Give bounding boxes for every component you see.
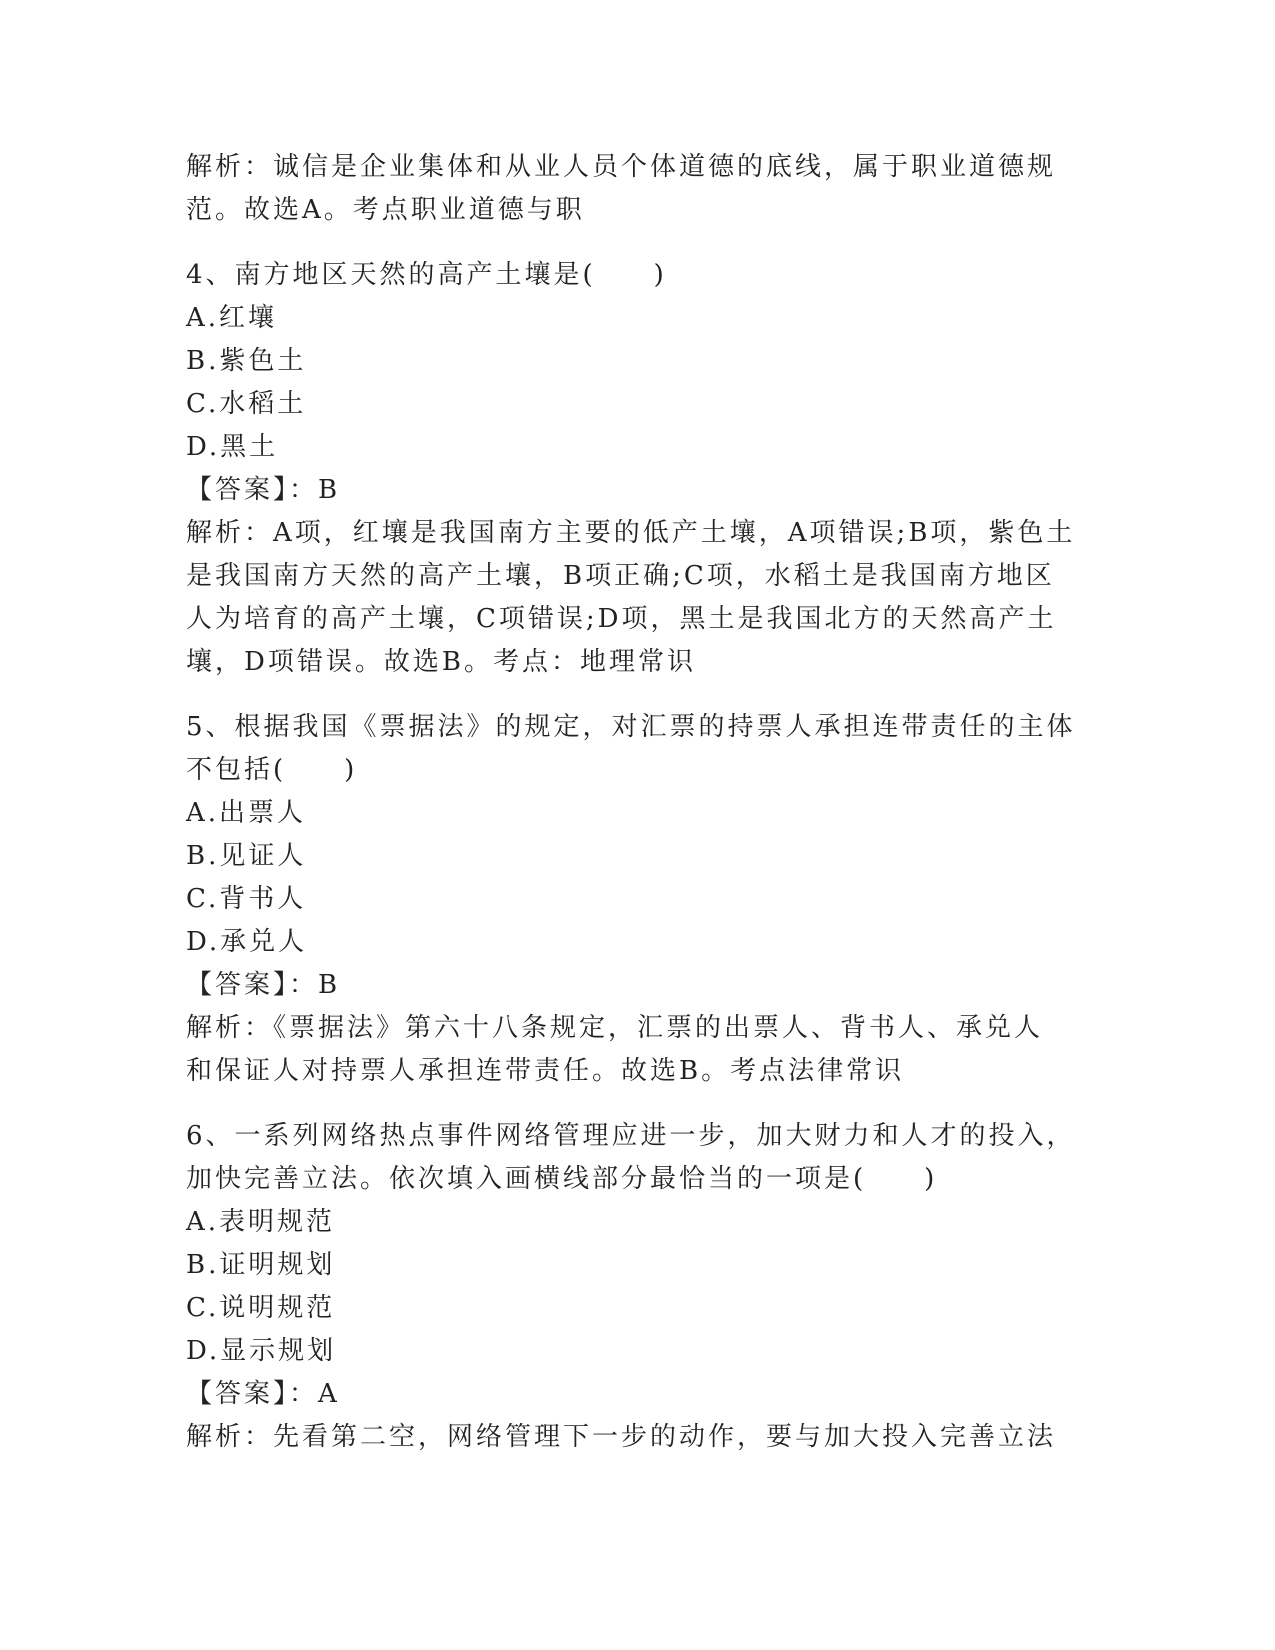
text-line: 解析：诚信是企业集体和从业人员个体道德的底线，属于职业道德规 xyxy=(186,152,1057,182)
text-line: D.承兑人 xyxy=(186,927,308,957)
text-line: C.背书人 xyxy=(186,884,307,914)
text-line: 解析：先看第二空，网络管理下一步的动作，要与加大投入完善立法 xyxy=(186,1422,1057,1452)
text-line: D.显示规划 xyxy=(186,1336,337,1366)
text-line: A.表明规范 xyxy=(186,1207,336,1237)
text-line: C.说明规范 xyxy=(186,1293,336,1323)
text-line: B.证明规划 xyxy=(186,1250,336,1280)
text-line: 壤，D项错误。故选B。考点：地理常识 xyxy=(186,647,696,677)
text-line: A.红壤 xyxy=(186,303,278,333)
text-line: B.见证人 xyxy=(186,841,307,871)
text-line: 【答案】：B xyxy=(186,475,341,505)
text-line: A.出票人 xyxy=(186,798,307,828)
text-line: 5、根据我国《票据法》的规定，对汇票的持票人承担连带责任的主体 xyxy=(186,712,1076,742)
text-line: 和保证人对持票人承担连带责任。故选B。考点法律常识 xyxy=(186,1056,905,1086)
text-line: 范。故选A。考点职业道德与职 xyxy=(186,195,585,225)
text-line: 人为培育的高产土壤，C项错误;D项，黑土是我国北方的天然高产土 xyxy=(186,604,1057,634)
paragraph-gap xyxy=(186,232,1086,254)
document-page xyxy=(186,146,1086,1459)
text-line: D.黑土 xyxy=(186,432,279,462)
text-line: B.紫色土 xyxy=(186,346,307,376)
text-line: 是我国南方天然的高产土壤，B项正确;C项，水稻土是我国南方地区 xyxy=(186,561,1055,591)
paragraph-gap xyxy=(186,684,1086,706)
text-line: 解析：A项，红壤是我国南方主要的低产土壤，A项错误;B项，紫色土 xyxy=(186,518,1076,548)
paragraph-gap xyxy=(186,1093,1086,1115)
text-line: C.水稻土 xyxy=(186,389,307,419)
text-line: 加快完善立法。依次填入画横线部分最恰当的一项是( ) xyxy=(186,1164,938,1194)
text-line: 解析：《票据法》第六十八条规定，汇票的出票人、背书人、承兑人 xyxy=(186,1013,1044,1043)
text-line: 【答案】：A xyxy=(186,1379,340,1409)
text-line: 不包括( ) xyxy=(186,755,358,785)
text-line: 6、一系列网络热点事件网络管理应进一步，加大财力和人才的投入， xyxy=(186,1121,1076,1151)
text-line: 4、南方地区天然的高产土壤是( ) xyxy=(186,260,667,290)
text-line: 【答案】：B xyxy=(186,970,341,1000)
